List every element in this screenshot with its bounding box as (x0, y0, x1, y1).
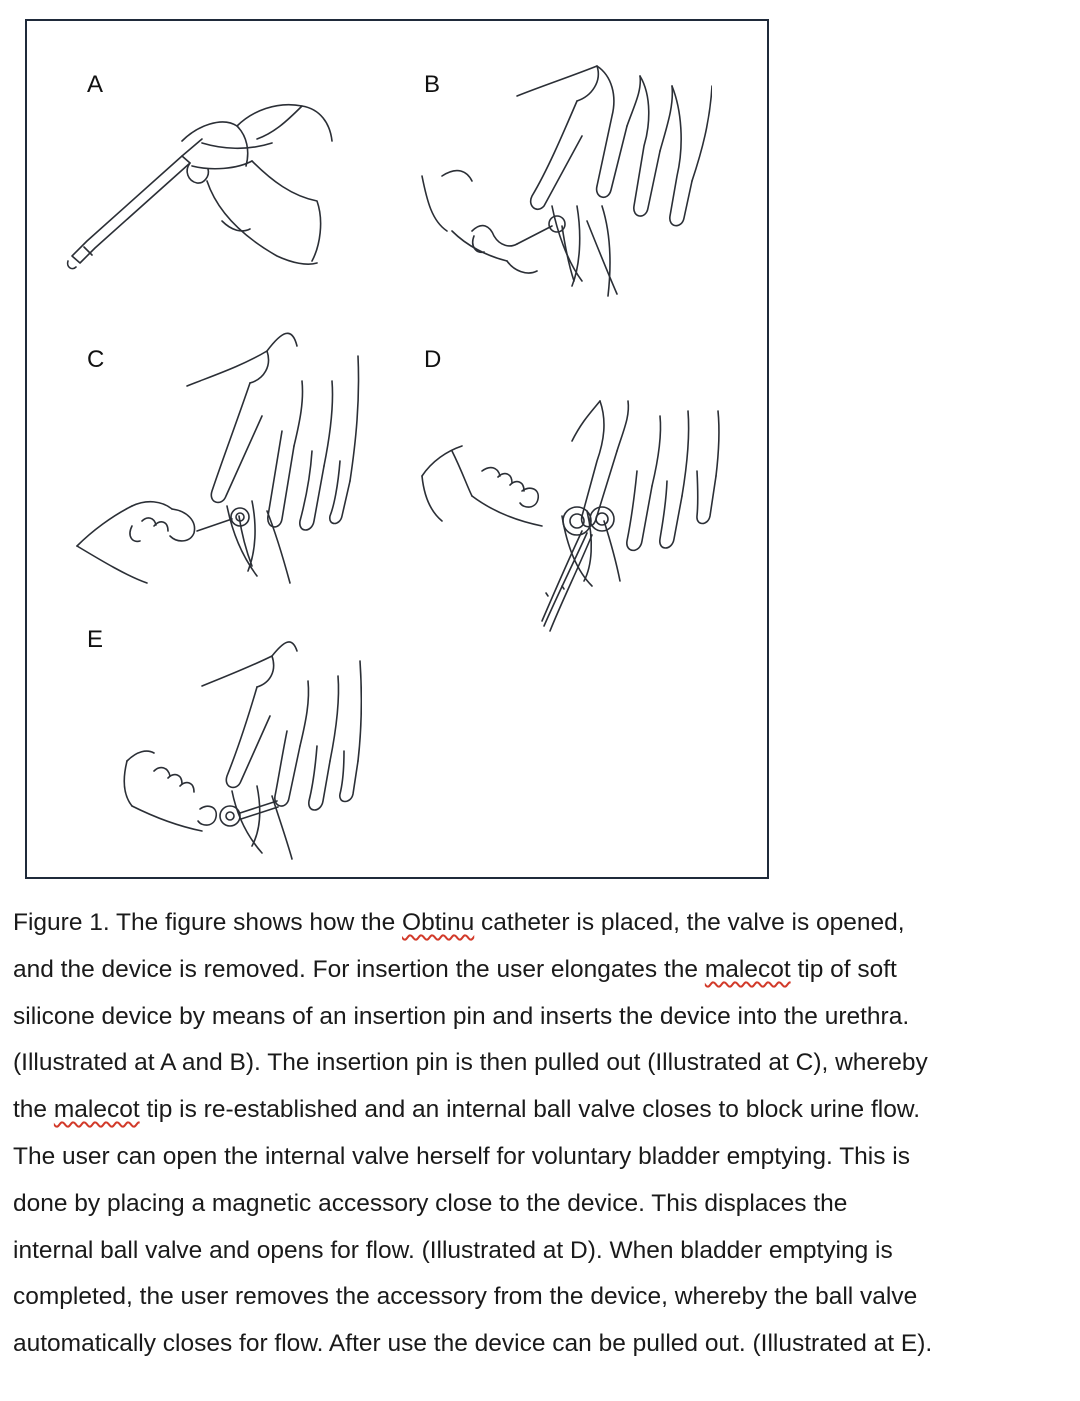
panel-label-e: E (87, 626, 104, 653)
spellcheck-flagged-word[interactable]: Obtinu (402, 909, 475, 936)
caption-line-5 (13, 1087, 1068, 1134)
caption-text: Figure 1. The figure shows how the (13, 909, 403, 936)
panel-d-illustration (412, 381, 722, 641)
spellcheck-flagged-word[interactable]: malecot (704, 955, 791, 983)
caption-line-6: The user can open the internal valve herself for voluntary bladder emptying. This is (13, 1142, 911, 1170)
figure-caption (13, 900, 1068, 1368)
caption-line-10: automatically closes for flow. After use the device can be pulled out. (Illustrated at E). (13, 1330, 933, 1358)
caption-line-4: (Illustrated at A and B). The insertion pin is then pulled out (Illustrated at C), whereby (13, 1049, 928, 1077)
panel-label-d: D (424, 346, 442, 373)
caption-text: tip of soft (790, 955, 897, 983)
caption-text: tip is re-established and an internal ball valve closes to block urine flow. (139, 1096, 921, 1124)
caption-line-9: completed, the user removes the accessory from the device, whereby the ball valve (13, 1283, 918, 1311)
caption-line-8: internal ball valve and opens for flow. (Illustrated at D). When bladder emptying is (13, 1236, 893, 1264)
panel-c-illustration (72, 321, 362, 586)
caption-text: catheter is placed, the valve is opened, (474, 909, 905, 936)
panel-label-a: A (87, 71, 104, 98)
panel-label-c: C (87, 346, 105, 373)
panel-e-illustration (92, 631, 362, 866)
figure-frame (25, 19, 769, 879)
caption-text: and the device is removed. For insertion the user elongates the (13, 955, 705, 983)
caption-text: the (13, 1096, 54, 1124)
caption-line-3: silicone device by means of an insertion pin and inserts the device into the urethra. (13, 1002, 910, 1030)
caption-line-7: done by placing a magnetic accessory close to the device. This displaces the (13, 1189, 848, 1217)
panel-label-b: B (424, 71, 441, 98)
panel-a-illustration (62, 71, 342, 291)
caption-line-2 (13, 947, 1068, 994)
spellcheck-flagged-word[interactable]: malecot (53, 1096, 140, 1124)
caption-line-1 (13, 900, 1068, 947)
panel-b-illustration (412, 56, 712, 301)
